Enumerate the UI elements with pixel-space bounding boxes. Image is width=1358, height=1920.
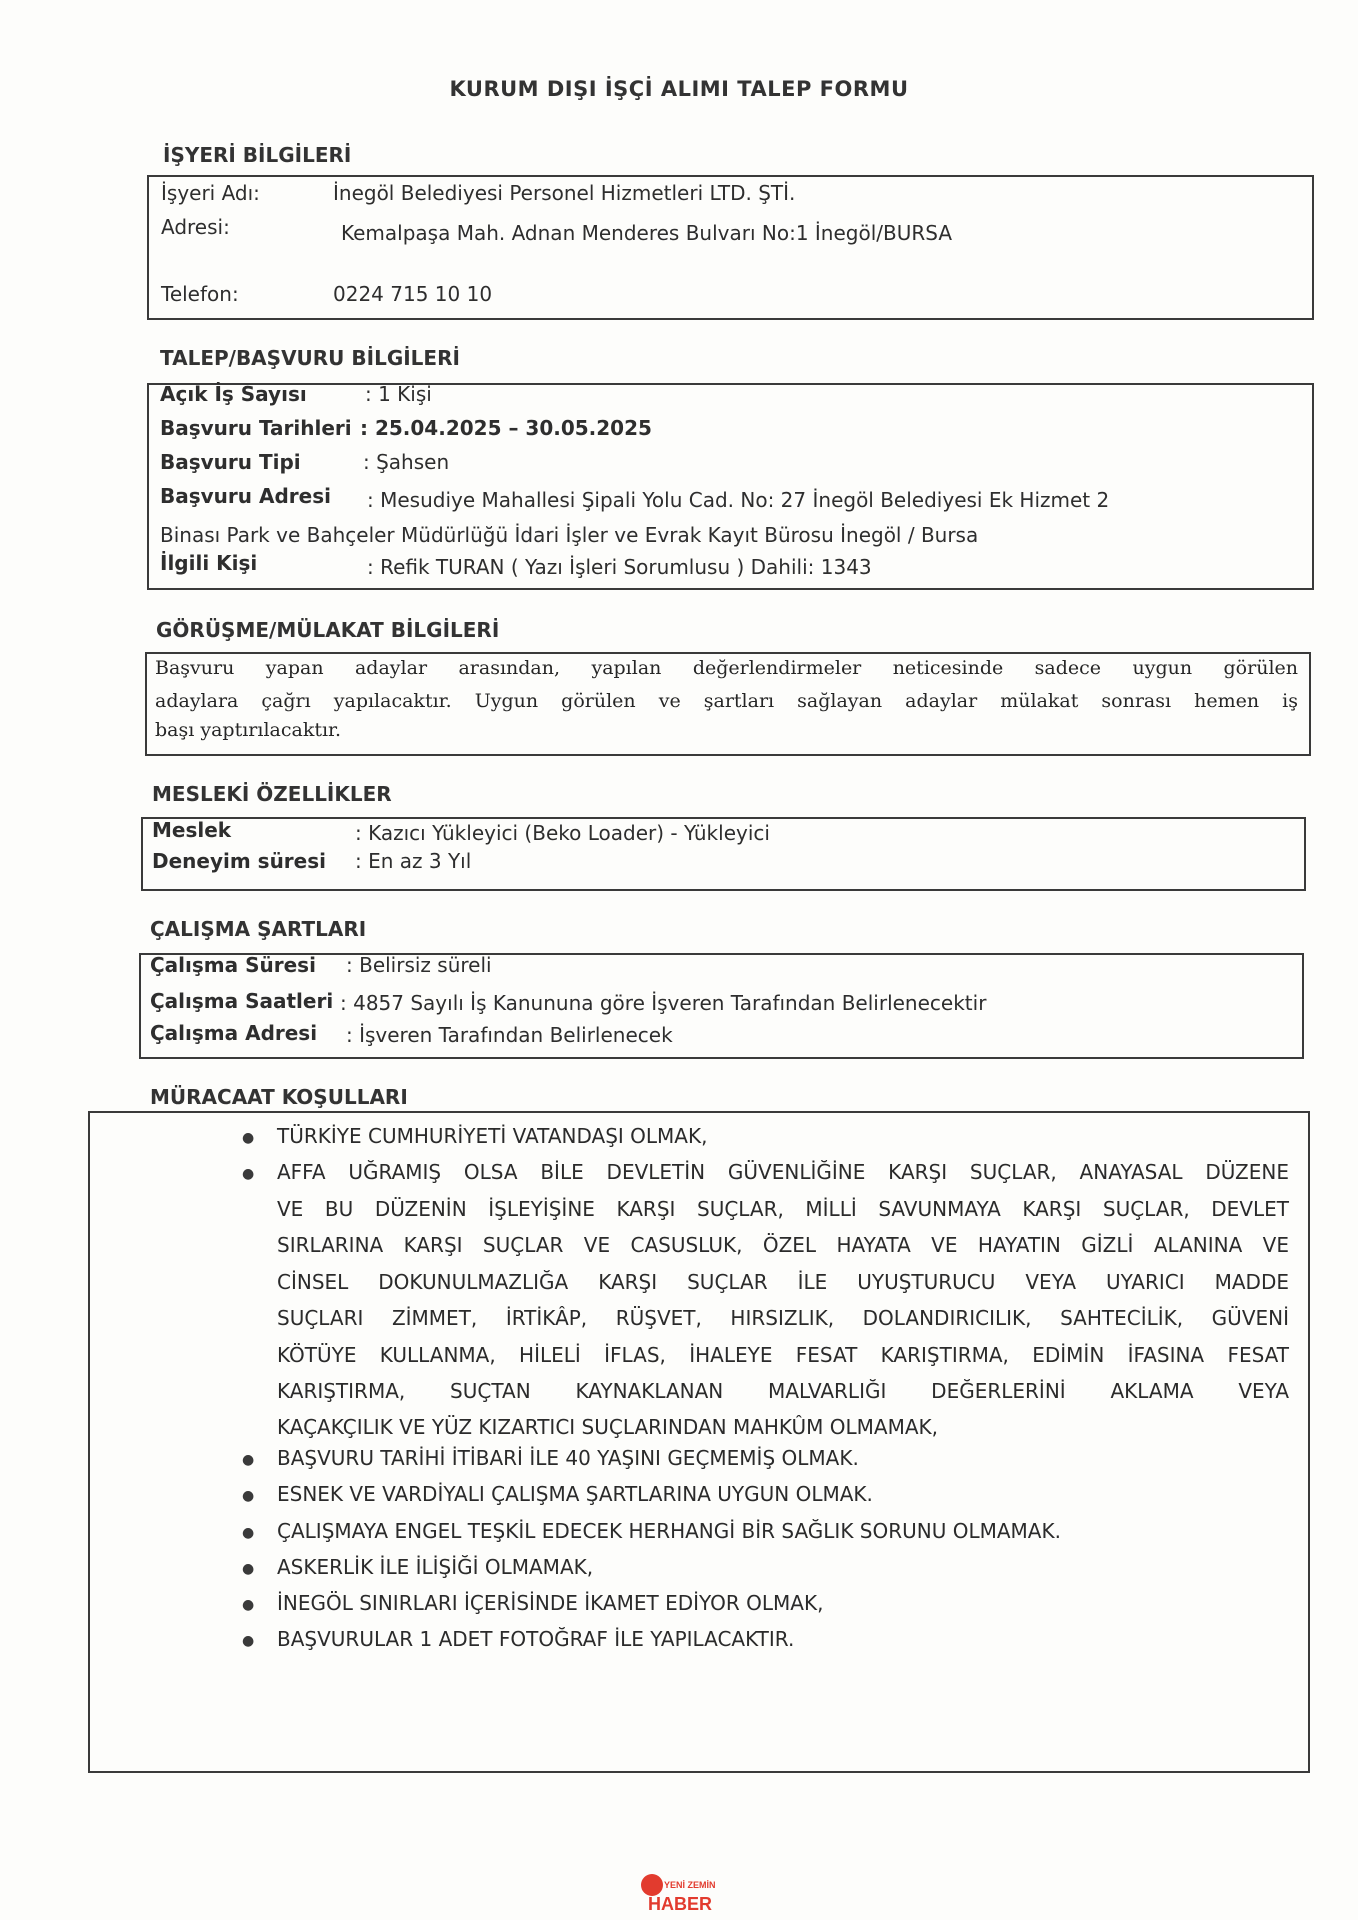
section-heading-talep: TALEP/BAŞVURU BİLGİLERİ [160,346,460,370]
talep-adres-label: Başvuru Adresi [160,484,331,508]
requirement-text-line: SIRLARINA KARŞI SUÇLAR VE CASUSLUK, ÖZEL HAYATA VE HAYATIN GİZLİ ALANINA VE [277,1233,1289,1257]
talep-adres-line2: Binası Park ve Bahçeler Müdürlüğü İdari İşler ve Evrak Kayıt Bürosu İnegöl / Bursa [160,523,979,547]
talep-tarih-value: : 25.04.2025 – 30.05.2025 [360,416,652,440]
requirement-text: BAŞVURU TARİHİ İTİBARİ İLE 40 YAŞINI GEÇMEMİŞ OLMAK. [277,1446,859,1470]
requirement-text-line: KÖTÜYE KULLANMA, HİLELİ İFLAS, İHALEYE FESAT KARIŞTIRMA, EDİMİN İFASINA FESAT [277,1343,1289,1367]
requirement-text: ÇALIŞMAYA ENGEL TEŞKİL EDECEK HERHANGİ BİR SAĞLIK SORUNU OLMAMAK. [277,1519,1061,1543]
isyeri-telefon-label: Telefon: [161,282,239,306]
requirement-text: TÜRKİYE CUMHURİYETİ VATANDAŞI OLMAK, [277,1124,708,1148]
gorusme-line3: başı yaptırılacaktır. [155,719,342,741]
isyeri-ad-label: İşyeri Adı: [161,181,260,205]
isyeri-ad-value: İnegöl Belediyesi Personel Hizmetleri LTD. ŞTİ. [333,181,796,205]
mesleki-deneyim-label: Deneyim süresi [152,849,326,873]
bullet-icon: ● [242,1166,255,1182]
gorusme-line1: Başvuru yapan adaylar arasından, yapılan değerlendirmeler neticesinde sadece uygun görülen [155,657,1298,679]
requirement-text-line: VE BU DÜZENİN İŞLEYİŞİNE KARŞI SUÇLAR, MİLLİ SAVUNMAYA KARŞI SUÇLAR, DEVLET [277,1197,1289,1221]
calisma-sure-value: : Belirsiz süreli [346,953,492,977]
requirement-text: ASKERLİK İLE İLİŞİĞİ OLMAMAK, [277,1555,594,1579]
requirement-text: ESNEK VE VARDİYALI ÇALIŞMA ŞARTLARINA UYGUN OLMAK. [277,1482,873,1506]
bullet-icon: ● [242,1597,255,1613]
watermark-logo-icon [640,1872,716,1914]
calisma-adres-label: Çalışma Adresi [150,1021,318,1045]
calisma-saat-label: Çalışma Saatleri [150,989,334,1013]
bullet-icon: ● [242,1488,255,1504]
requirement-text-line: SUÇLARI ZİMMET, İRTİKÂP, RÜŞVET, HIRSIZLIK, DOLANDIRICILIK, SAHTECİLİK, GÜVENİ [277,1306,1289,1330]
isyeri-telefon-value: 0224 715 10 10 [333,282,493,306]
mesleki-deneyim-value: : En az 3 Yıl [355,849,472,873]
watermark-bottom-text: HABER [648,1894,713,1914]
bullet-icon: ● [242,1633,255,1649]
section-heading-calisma: ÇALIŞMA ŞARTLARI [150,917,367,941]
bullet-icon: ● [242,1452,255,1468]
calisma-sure-label: Çalışma Süresi [150,953,316,977]
talep-ilgili-value: : Refik TURAN ( Yazı İşleri Sorumlusu ) Dahili: 1343 [367,555,872,579]
requirement-text: BAŞVURULAR 1 ADET FOTOĞRAF İLE YAPILACAKTIR. [277,1627,795,1651]
bullet-icon: ● [242,1561,255,1577]
talep-tipi-value: : Şahsen [363,450,450,474]
requirement-text-line: KAÇAKÇILIK VE YÜZ KIZARTICI SUÇLARINDAN MAHKÛM OLMAMAK, [277,1415,938,1439]
watermark-logo [640,1872,716,1914]
section-heading-gorusme: GÖRÜŞME/MÜLAKAT BİLGİLERİ [156,618,500,642]
isyeri-adres-label: Adresi: [161,215,230,239]
section-heading-isyeri: İŞYERİ BİLGİLERİ [163,143,352,167]
talep-adres-value-line1: : Mesudiye Mahallesi Şipali Yolu Cad. No: 27 İnegöl Belediyesi Ek Hizmet 2 [367,488,1110,512]
requirement-text: İNEGÖL SINIRLARI İÇERİSİNDE İKAMET EDİYOR OLMAK, [277,1591,824,1615]
talep-tipi-label: Başvuru Tipi [160,450,301,474]
requirement-text-line: KARIŞTIRMA, SUÇTAN KAYNAKLANAN MALVARLIĞI DEĞERLERİNİ AKLAMA VEYA [277,1379,1289,1403]
talep-acik-value: : 1 Kişi [365,382,432,406]
mesleki-meslek-value: : Kazıcı Yükleyici (Beko Loader) - Yükleyici [355,821,770,845]
calisma-saat-value: : 4857 Sayılı İş Kanununa göre İşveren Tarafından Belirlenecektir [340,991,987,1015]
requirement-text-line: AFFA UĞRAMIŞ OLSA BİLE DEVLETİN GÜVENLİĞİNE KARŞI SUÇLAR, ANAYASAL DÜZENE [277,1160,1289,1184]
requirement-text-line: CİNSEL DOKUNULMAZLIĞA KARŞI SUÇLAR İLE UYUŞTURUCU VEYA UYARICI MADDE [277,1270,1289,1294]
bullet-icon: ● [242,1525,255,1541]
section-heading-muracaat: MÜRACAAT KOŞULLARI [150,1085,408,1109]
talep-tarih-label: Başvuru Tarihleri [160,416,352,440]
bullet-icon: ● [242,1130,255,1146]
section-heading-mesleki: MESLEKİ ÖZELLİKLER [152,782,392,806]
mesleki-meslek-label: Meslek [152,818,232,842]
form-title: KURUM DIŞI İŞÇİ ALIMI TALEP FORMU [449,77,909,101]
gorusme-line2: adaylara çağrı yapılacaktır. Uygun görülen ve şartları sağlayan adaylar mülakat sonrası hemen iş [155,690,1298,712]
talep-ilgili-label: İlgili Kişi [160,551,258,575]
calisma-adres-value: : İşveren Tarafından Belirlenecek [346,1023,673,1047]
isyeri-adres-value: Kemalpaşa Mah. Adnan Menderes Bulvarı No:1 İnegöl/BURSA [341,221,953,245]
talep-acik-label: Açık İş Sayısı [160,382,307,406]
watermark-top-text: YENİ ZEMİN [664,1880,716,1890]
